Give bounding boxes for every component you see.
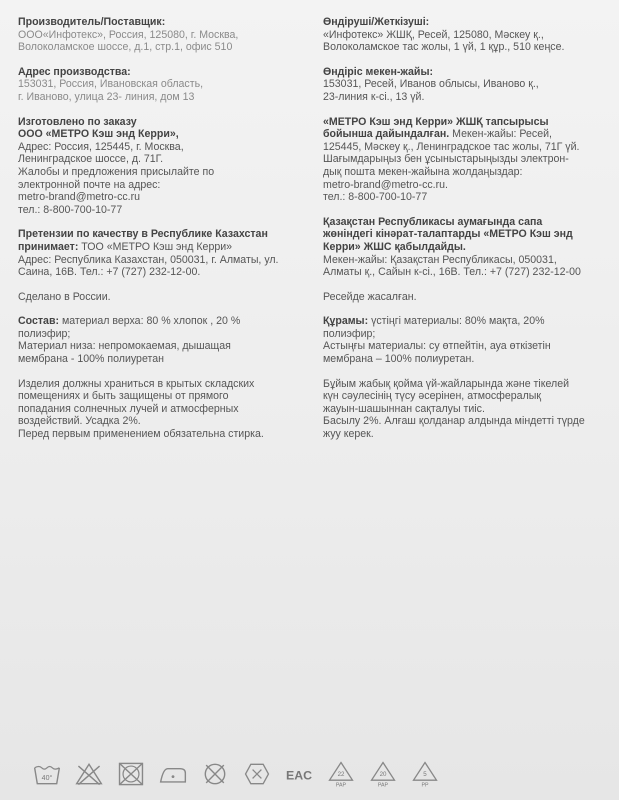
ru-composition-line: полиэфир; — [18, 327, 71, 340]
recycle-number: 20 — [379, 770, 387, 778]
ru-email: metro-brand@metro-cc.ru — [18, 191, 141, 204]
kz-made-to-order-line: дық пошта мекен-жайына жолдаңыздар: — [323, 165, 523, 178]
ru-composition-line: материал верха: 80 % хлопок , 20 % — [59, 315, 241, 328]
kz-claims-heading: Керри» ЖШС қабылдайды. — [323, 240, 466, 253]
ru-composition-heading: Состав: — [18, 315, 59, 328]
russian-column — [18, 16, 304, 453]
ru-made-in-block — [18, 291, 304, 304]
ru-claims-line: Адрес: Республика Казахстан, 050031, г. Алматы, ул. — [18, 253, 279, 266]
ru-production-address-line: 153031, Россия, Ивановская область, — [18, 78, 204, 91]
ru-made-to-order-heading: Изготовлено по заказу — [18, 115, 137, 128]
kz-production-address-block — [323, 66, 607, 104]
recycle-pap-20-icon — [366, 759, 400, 789]
recycle-pap-22-icon — [324, 759, 358, 789]
kazakh-column — [323, 16, 607, 453]
ru-production-address-block — [18, 66, 304, 104]
kz-made-to-order-heading: «МЕТРО Кэш энд Керри» ЖШҚ тапсырысы — [323, 115, 549, 128]
kz-storage-line: күн сәулесінің түсу әсерінен, атмосфералық — [323, 390, 541, 403]
recycle-code: PAP — [377, 782, 389, 788]
kz-production-address-line: 153031, Ресей, Иванов облысы, Иваново қ., — [323, 78, 539, 91]
kz-made-to-order-line: Шағымдарыңыз бен ұсыныстарыңызды электрон- — [323, 153, 569, 166]
ru-composition-line: Материал низа: непромокаемая, дышащая — [18, 340, 231, 353]
kz-storage-line: Басылу 2%. Алғаш қолданар алдында міндетті түрде — [323, 415, 585, 428]
care-icons-row — [30, 756, 600, 792]
ru-storage-line: Изделия должны храниться в крытых складских — [18, 377, 255, 390]
do-not-bleach-icon — [72, 759, 106, 789]
ru-composition-block — [18, 315, 304, 365]
ru-storage-block — [18, 378, 304, 441]
kz-manufacturer-line: Волоколамское тас жолы, 1 үй, 1 құр., 510 кеңсе. — [323, 41, 565, 54]
ru-manufacturer-line: Волоколамское шоссе, д.1, стр.1, офис 510 — [18, 41, 233, 54]
kz-claims-block — [323, 216, 607, 279]
kz-email: metro-brand@metro-cc.ru. — [323, 178, 448, 191]
recycle-code: PAP — [335, 782, 347, 788]
kz-made-in-block — [323, 291, 607, 304]
kz-claims-heading: Қазақстан Республикасы аумағында сапа — [323, 215, 543, 228]
ru-claims-heading: принимает: — [18, 240, 79, 253]
kz-manufacturer-line: «Инфотекс» ЖШҚ, Ресей, 125080, Мәскеу қ., — [323, 28, 544, 41]
kz-manufacturer-block — [323, 16, 607, 54]
recycle-number: 5 — [423, 770, 427, 778]
no-recycle-mark-icon — [240, 759, 274, 789]
ru-storage-line: попадания солнечных лучей и атмосферных — [18, 402, 239, 415]
recycle-number: 22 — [337, 770, 345, 778]
iron-low-icon — [156, 759, 190, 789]
kz-claims-line: Алматы қ., Сайын к-сі., 16В. Тел.: +7 (727) 232-12-00 — [323, 266, 581, 279]
ru-made-to-order-line: Жалобы и предложения присылайте по — [18, 165, 215, 178]
eac-mark-icon — [282, 759, 316, 789]
ru-claims-heading: Претензии по качеству в Республике Казахстан — [18, 228, 268, 241]
wash-temperature-label: 40° — [41, 775, 53, 783]
ru-made-to-order-line: электронной почте на адрес: — [18, 178, 161, 191]
kz-made-to-order-address: Мекен-жайы: Ресей, — [449, 128, 552, 141]
kz-claims-heading: жөніндегі кінәрат-талаптарды «МЕТРО Кэш энд — [323, 228, 573, 241]
kz-production-address-line: 23-линия к-сі., 13 үй. — [323, 90, 425, 103]
kz-composition-line: полиэфир; — [323, 327, 376, 340]
kz-phone: тел.: 8-800-700-10-77 — [323, 191, 428, 204]
ru-claims-line: Саина, 16В. Тел.: +7 (727) 232-12-00. — [18, 266, 201, 279]
ru-storage-line: помещениях и быть защищены от прямого — [18, 390, 229, 403]
ru-manufacturer-heading: Производитель/Поставщик: — [18, 16, 166, 28]
do-not-tumble-dry-icon — [114, 759, 148, 789]
kz-made-in: Ресейде жасалған. — [323, 290, 417, 303]
ru-storage-line: воздействий. Усадка 2%. — [18, 415, 141, 428]
kz-storage-line: Бұйым жабық қойма үй-жайларында және тікелей — [323, 377, 570, 390]
ru-phone: тел.: 8-800-700-10-77 — [18, 203, 123, 216]
ru-composition-line: мембрана - 100% полиуретан — [18, 353, 164, 366]
kz-manufacturer-heading: Өндіруші/Жеткізуші: — [323, 16, 430, 28]
ru-claims-company: ТОО «МЕТРО Кэш энд Керри» — [78, 240, 233, 253]
kz-storage-line: жуу керек. — [323, 428, 374, 441]
kz-composition-line: үстіңгі материалы: 80% мақта, 20% — [368, 315, 545, 328]
ru-made-to-order-line: Адрес: Россия, 125445, г. Москва, — [18, 140, 184, 153]
kz-made-to-order-line: 125445, Мәскеу қ., Ленинградское тас жолы, 71Г үй. — [323, 140, 580, 153]
ru-made-to-order-heading: ООО «МЕТРО Кэш энд Керри», — [18, 128, 179, 141]
kz-claims-line: Мекен-жайы: Қазақстан Республикасы, 050031, — [323, 253, 557, 266]
ru-made-to-order-block — [18, 116, 304, 217]
wash-40-icon — [30, 759, 64, 789]
ru-manufacturer-block — [18, 16, 304, 54]
ru-manufacturer-line: ООО«Инфотекс», Россия, 125080, г. Москва, — [18, 28, 239, 41]
ru-made-in: Сделано в России. — [18, 290, 111, 303]
kz-composition-block — [323, 315, 607, 365]
kz-production-address-heading: Өндіріс мекен-жайы: — [323, 65, 434, 78]
ru-production-address-heading: Адрес производства: — [18, 65, 131, 78]
kz-storage-line: жауын-шашыннан сақталуы тиіс. — [323, 402, 485, 415]
kz-composition-line: Астыңғы материалы: су өтпейтін, ауа өткізетін — [323, 340, 551, 353]
ru-production-address-line: г. Иваново, улица 23- линия, дом 13 — [18, 90, 195, 103]
do-not-dryclean-icon — [198, 759, 232, 789]
kz-made-to-order-block — [323, 116, 607, 204]
recycle-pp-5-icon — [408, 759, 442, 789]
ru-claims-block — [18, 228, 304, 278]
ru-made-to-order-line: Ленинградское шоссе, д. 71Г. — [18, 153, 164, 166]
eac-label: EAC — [285, 768, 313, 783]
ru-storage-line: Перед первым применением обязательна стирка. — [18, 428, 264, 441]
kz-storage-block — [323, 378, 607, 441]
kz-composition-line: мембрана – 100% полиуретан. — [323, 353, 475, 366]
kz-made-to-order-heading: бойынша дайындалған. — [323, 128, 450, 141]
kz-composition-heading: Құрамы: — [323, 315, 369, 328]
recycle-code: PP — [421, 782, 429, 788]
